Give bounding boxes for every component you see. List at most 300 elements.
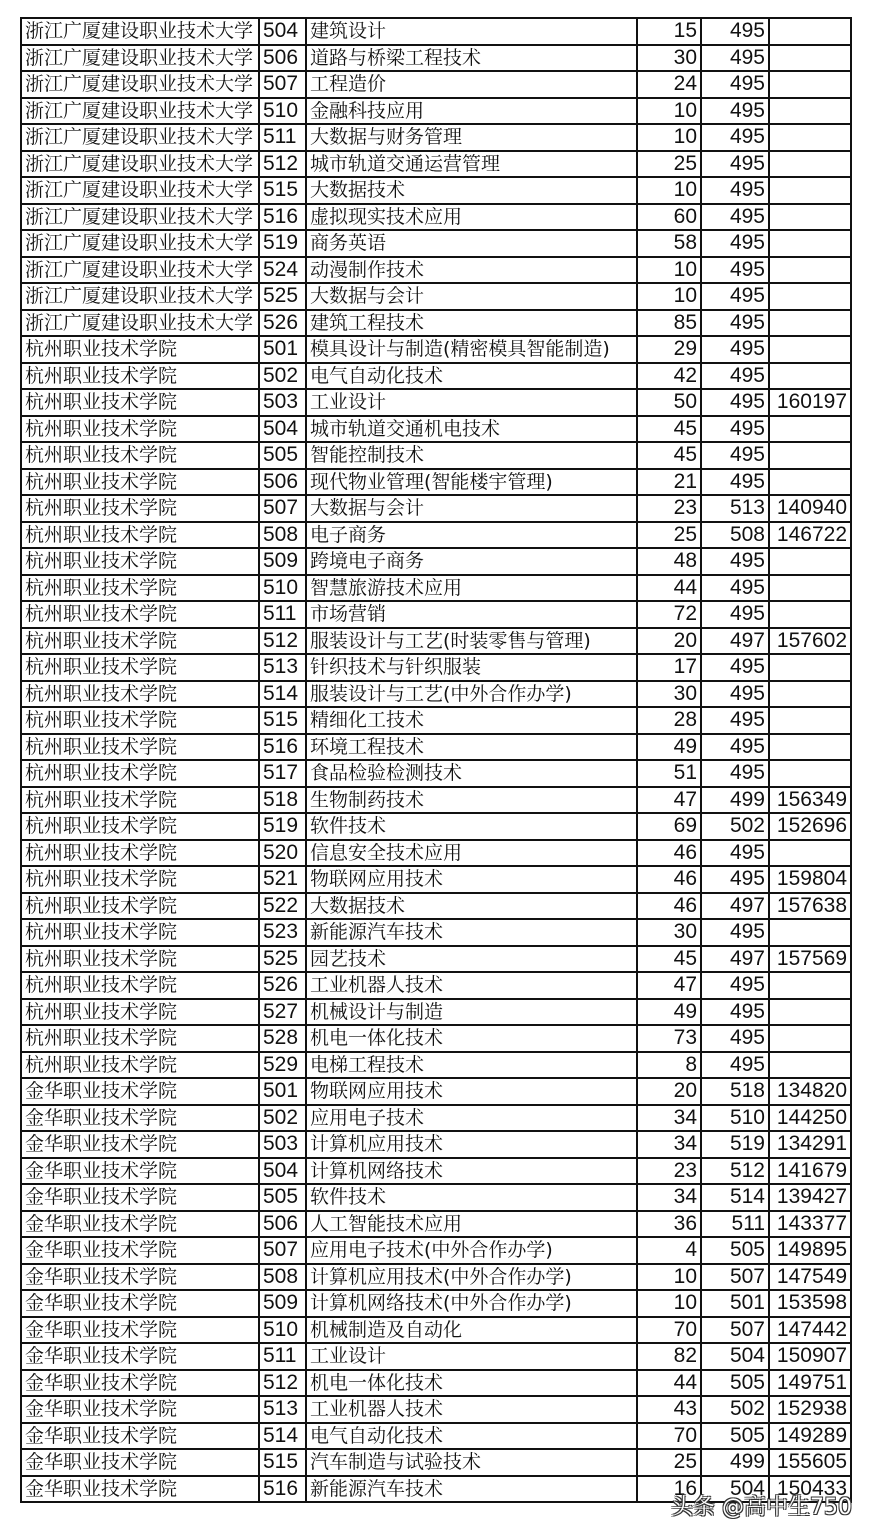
code-cell: 501 bbox=[259, 336, 306, 363]
major-cell: 电气自动化技术 bbox=[306, 363, 637, 390]
table-row bbox=[21, 469, 851, 496]
code-cell: 519 bbox=[259, 813, 306, 840]
table-row bbox=[21, 522, 851, 549]
code-cell: 512 bbox=[259, 628, 306, 655]
score-cell: 495 bbox=[701, 707, 769, 734]
plan-cell: 34 bbox=[637, 1184, 701, 1211]
table-row bbox=[21, 999, 851, 1026]
table-row bbox=[21, 1237, 851, 1264]
table-row bbox=[21, 972, 851, 999]
code-cell: 516 bbox=[259, 1476, 306, 1503]
school-cell: 杭州职业技术学院 bbox=[21, 813, 259, 840]
code-cell: 523 bbox=[259, 919, 306, 946]
major-cell: 计算机应用技术(中外合作办学) bbox=[306, 1264, 637, 1291]
table-row bbox=[21, 389, 851, 416]
code-cell: 503 bbox=[259, 389, 306, 416]
score-cell: 510 bbox=[701, 1105, 769, 1132]
table-row bbox=[21, 866, 851, 893]
table-row bbox=[21, 654, 851, 681]
table-row bbox=[21, 1158, 851, 1185]
plan-cell: 50 bbox=[637, 389, 701, 416]
plan-cell: 21 bbox=[637, 469, 701, 496]
major-cell: 大数据与财务管理 bbox=[306, 124, 637, 151]
table-row bbox=[21, 734, 851, 761]
major-cell: 新能源汽车技术 bbox=[306, 1476, 637, 1503]
school-cell: 金华职业技术学院 bbox=[21, 1131, 259, 1158]
plan-cell: 44 bbox=[637, 1370, 701, 1397]
plan-cell: 10 bbox=[637, 98, 701, 125]
table-row bbox=[21, 893, 851, 920]
rank-cell bbox=[769, 575, 851, 602]
school-cell: 金华职业技术学院 bbox=[21, 1158, 259, 1185]
school-cell: 杭州职业技术学院 bbox=[21, 442, 259, 469]
school-cell: 杭州职业技术学院 bbox=[21, 999, 259, 1026]
plan-cell: 17 bbox=[637, 654, 701, 681]
rank-cell bbox=[769, 760, 851, 787]
major-cell: 电气自动化技术 bbox=[306, 1423, 637, 1450]
school-cell: 金华职业技术学院 bbox=[21, 1449, 259, 1476]
score-cell: 495 bbox=[701, 389, 769, 416]
table-row bbox=[21, 45, 851, 72]
table-row bbox=[21, 442, 851, 469]
plan-cell: 60 bbox=[637, 204, 701, 231]
table-row bbox=[21, 601, 851, 628]
score-cell: 495 bbox=[701, 1052, 769, 1079]
major-cell: 计算机网络技术 bbox=[306, 1158, 637, 1185]
school-cell: 杭州职业技术学院 bbox=[21, 840, 259, 867]
score-cell: 495 bbox=[701, 919, 769, 946]
school-cell: 杭州职业技术学院 bbox=[21, 787, 259, 814]
major-cell: 物联网应用技术 bbox=[306, 866, 637, 893]
table-body bbox=[21, 18, 851, 1502]
major-cell: 机电一体化技术 bbox=[306, 1370, 637, 1397]
major-cell: 机械制造及自动化 bbox=[306, 1317, 637, 1344]
code-cell: 508 bbox=[259, 522, 306, 549]
code-cell: 506 bbox=[259, 45, 306, 72]
table-row bbox=[21, 1052, 851, 1079]
code-cell: 507 bbox=[259, 1237, 306, 1264]
table-row bbox=[21, 363, 851, 390]
major-cell: 模具设计与制造(精密模具智能制造) bbox=[306, 336, 637, 363]
rank-cell: 155605 bbox=[769, 1449, 851, 1476]
major-cell: 软件技术 bbox=[306, 813, 637, 840]
table-row bbox=[21, 919, 851, 946]
code-cell: 515 bbox=[259, 1449, 306, 1476]
major-cell: 虚拟现实技术应用 bbox=[306, 204, 637, 231]
rank-cell: 146722 bbox=[769, 522, 851, 549]
school-cell: 浙江广厦建设职业技术大学 bbox=[21, 71, 259, 98]
school-cell: 浙江广厦建设职业技术大学 bbox=[21, 257, 259, 284]
school-cell: 金华职业技术学院 bbox=[21, 1211, 259, 1238]
table-row bbox=[21, 230, 851, 257]
score-cell: 495 bbox=[701, 760, 769, 787]
code-cell: 516 bbox=[259, 734, 306, 761]
major-cell: 服装设计与工艺(中外合作办学) bbox=[306, 681, 637, 708]
score-cell: 504 bbox=[701, 1343, 769, 1370]
rank-cell bbox=[769, 124, 851, 151]
plan-cell: 24 bbox=[637, 71, 701, 98]
plan-cell: 43 bbox=[637, 1396, 701, 1423]
code-cell: 504 bbox=[259, 1158, 306, 1185]
code-cell: 513 bbox=[259, 1396, 306, 1423]
plan-cell: 58 bbox=[637, 230, 701, 257]
plan-cell: 82 bbox=[637, 1343, 701, 1370]
school-cell: 杭州职业技术学院 bbox=[21, 1052, 259, 1079]
table-row bbox=[21, 1370, 851, 1397]
table-row bbox=[21, 1290, 851, 1317]
plan-cell: 23 bbox=[637, 495, 701, 522]
major-cell: 汽车制造与试验技术 bbox=[306, 1449, 637, 1476]
rank-cell bbox=[769, 681, 851, 708]
code-cell: 502 bbox=[259, 363, 306, 390]
code-cell: 508 bbox=[259, 1264, 306, 1291]
major-cell: 食品检验检测技术 bbox=[306, 760, 637, 787]
major-cell: 道路与桥梁工程技术 bbox=[306, 45, 637, 72]
rank-cell: 147549 bbox=[769, 1264, 851, 1291]
plan-cell: 48 bbox=[637, 548, 701, 575]
major-cell: 跨境电子商务 bbox=[306, 548, 637, 575]
plan-cell: 30 bbox=[637, 681, 701, 708]
major-cell: 信息安全技术应用 bbox=[306, 840, 637, 867]
code-cell: 507 bbox=[259, 495, 306, 522]
code-cell: 526 bbox=[259, 972, 306, 999]
major-cell: 应用电子技术 bbox=[306, 1105, 637, 1132]
table-row bbox=[21, 283, 851, 310]
plan-cell: 30 bbox=[637, 45, 701, 72]
code-cell: 505 bbox=[259, 442, 306, 469]
school-cell: 杭州职业技术学院 bbox=[21, 654, 259, 681]
major-cell: 现代物业管理(智能楼宇管理) bbox=[306, 469, 637, 496]
school-cell: 浙江广厦建设职业技术大学 bbox=[21, 98, 259, 125]
code-cell: 524 bbox=[259, 257, 306, 284]
rank-cell: 149289 bbox=[769, 1423, 851, 1450]
score-cell: 514 bbox=[701, 1184, 769, 1211]
rank-cell: 150433 bbox=[769, 1476, 851, 1503]
code-cell: 510 bbox=[259, 575, 306, 602]
school-cell: 金华职业技术学院 bbox=[21, 1423, 259, 1450]
major-cell: 电子商务 bbox=[306, 522, 637, 549]
major-cell: 建筑设计 bbox=[306, 18, 637, 45]
rank-cell bbox=[769, 98, 851, 125]
score-cell: 495 bbox=[701, 204, 769, 231]
score-cell: 507 bbox=[701, 1317, 769, 1344]
school-cell: 杭州职业技术学院 bbox=[21, 893, 259, 920]
score-cell: 495 bbox=[701, 999, 769, 1026]
major-cell: 环境工程技术 bbox=[306, 734, 637, 761]
plan-cell: 46 bbox=[637, 866, 701, 893]
major-cell: 动漫制作技术 bbox=[306, 257, 637, 284]
score-cell: 495 bbox=[701, 363, 769, 390]
school-cell: 杭州职业技术学院 bbox=[21, 575, 259, 602]
major-cell: 机械设计与制造 bbox=[306, 999, 637, 1026]
rank-cell: 149751 bbox=[769, 1370, 851, 1397]
rank-cell bbox=[769, 336, 851, 363]
rank-cell: 160197 bbox=[769, 389, 851, 416]
table-row bbox=[21, 840, 851, 867]
rank-cell: 134291 bbox=[769, 1131, 851, 1158]
rank-cell: 149895 bbox=[769, 1237, 851, 1264]
code-cell: 525 bbox=[259, 946, 306, 973]
major-cell: 计算机应用技术 bbox=[306, 1131, 637, 1158]
score-cell: 502 bbox=[701, 1396, 769, 1423]
school-cell: 杭州职业技术学院 bbox=[21, 1025, 259, 1052]
score-cell: 507 bbox=[701, 1264, 769, 1291]
code-cell: 503 bbox=[259, 1131, 306, 1158]
plan-cell: 25 bbox=[637, 151, 701, 178]
plan-cell: 10 bbox=[637, 1264, 701, 1291]
major-cell: 大数据与会计 bbox=[306, 283, 637, 310]
table-row bbox=[21, 707, 851, 734]
code-cell: 510 bbox=[259, 1317, 306, 1344]
school-cell: 杭州职业技术学院 bbox=[21, 734, 259, 761]
rank-cell bbox=[769, 469, 851, 496]
rank-cell: 143377 bbox=[769, 1211, 851, 1238]
score-cell: 495 bbox=[701, 230, 769, 257]
score-cell: 519 bbox=[701, 1131, 769, 1158]
score-cell: 495 bbox=[701, 124, 769, 151]
rank-cell bbox=[769, 1052, 851, 1079]
code-cell: 509 bbox=[259, 548, 306, 575]
school-cell: 杭州职业技术学院 bbox=[21, 707, 259, 734]
school-cell: 金华职业技术学院 bbox=[21, 1078, 259, 1105]
rank-cell bbox=[769, 601, 851, 628]
score-cell: 495 bbox=[701, 177, 769, 204]
code-cell: 511 bbox=[259, 124, 306, 151]
table-row bbox=[21, 575, 851, 602]
table-row bbox=[21, 548, 851, 575]
plan-cell: 16 bbox=[637, 1476, 701, 1503]
code-cell: 528 bbox=[259, 1025, 306, 1052]
table-row bbox=[21, 336, 851, 363]
plan-cell: 47 bbox=[637, 787, 701, 814]
table-row bbox=[21, 257, 851, 284]
plan-cell: 10 bbox=[637, 177, 701, 204]
plan-cell: 70 bbox=[637, 1317, 701, 1344]
school-cell: 金华职业技术学院 bbox=[21, 1317, 259, 1344]
plan-cell: 28 bbox=[637, 707, 701, 734]
major-cell: 工业设计 bbox=[306, 1343, 637, 1370]
major-cell: 大数据技术 bbox=[306, 177, 637, 204]
plan-cell: 73 bbox=[637, 1025, 701, 1052]
plan-cell: 25 bbox=[637, 1449, 701, 1476]
school-cell: 浙江广厦建设职业技术大学 bbox=[21, 45, 259, 72]
rank-cell bbox=[769, 999, 851, 1026]
school-cell: 杭州职业技术学院 bbox=[21, 363, 259, 390]
major-cell: 软件技术 bbox=[306, 1184, 637, 1211]
table-row bbox=[21, 1131, 851, 1158]
table-row bbox=[21, 946, 851, 973]
school-cell: 杭州职业技术学院 bbox=[21, 389, 259, 416]
rank-cell: 150907 bbox=[769, 1343, 851, 1370]
school-cell: 杭州职业技术学院 bbox=[21, 416, 259, 443]
code-cell: 511 bbox=[259, 1343, 306, 1370]
score-cell: 497 bbox=[701, 946, 769, 973]
rank-cell: 152696 bbox=[769, 813, 851, 840]
rank-cell bbox=[769, 972, 851, 999]
score-cell: 495 bbox=[701, 18, 769, 45]
score-cell: 495 bbox=[701, 45, 769, 72]
major-cell: 新能源汽车技术 bbox=[306, 919, 637, 946]
code-cell: 526 bbox=[259, 310, 306, 337]
table-row bbox=[21, 204, 851, 231]
major-cell: 电梯工程技术 bbox=[306, 1052, 637, 1079]
major-cell: 大数据与会计 bbox=[306, 495, 637, 522]
major-cell: 生物制药技术 bbox=[306, 787, 637, 814]
score-cell: 495 bbox=[701, 548, 769, 575]
rank-cell bbox=[769, 71, 851, 98]
major-cell: 市场营销 bbox=[306, 601, 637, 628]
code-cell: 519 bbox=[259, 230, 306, 257]
score-cell: 495 bbox=[701, 336, 769, 363]
major-cell: 计算机网络技术(中外合作办学) bbox=[306, 1290, 637, 1317]
school-cell: 浙江广厦建设职业技术大学 bbox=[21, 283, 259, 310]
plan-cell: 20 bbox=[637, 1078, 701, 1105]
rank-cell bbox=[769, 310, 851, 337]
school-cell: 浙江广厦建设职业技术大学 bbox=[21, 204, 259, 231]
major-cell: 工业机器人技术 bbox=[306, 972, 637, 999]
table-row bbox=[21, 416, 851, 443]
rank-cell: 156349 bbox=[769, 787, 851, 814]
rank-cell bbox=[769, 548, 851, 575]
score-cell: 495 bbox=[701, 283, 769, 310]
table-row bbox=[21, 787, 851, 814]
plan-cell: 10 bbox=[637, 1290, 701, 1317]
school-cell: 浙江广厦建设职业技术大学 bbox=[21, 124, 259, 151]
rank-cell: 134820 bbox=[769, 1078, 851, 1105]
plan-cell: 46 bbox=[637, 840, 701, 867]
school-cell: 杭州职业技术学院 bbox=[21, 469, 259, 496]
school-cell: 杭州职业技术学院 bbox=[21, 548, 259, 575]
score-cell: 505 bbox=[701, 1237, 769, 1264]
school-cell: 杭州职业技术学院 bbox=[21, 522, 259, 549]
school-cell: 金华职业技术学院 bbox=[21, 1264, 259, 1291]
major-cell: 智慧旅游技术应用 bbox=[306, 575, 637, 602]
score-cell: 504 bbox=[701, 1476, 769, 1503]
major-cell: 城市轨道交通运营管理 bbox=[306, 151, 637, 178]
plan-cell: 20 bbox=[637, 628, 701, 655]
table-row bbox=[21, 628, 851, 655]
plan-cell: 29 bbox=[637, 336, 701, 363]
score-cell: 495 bbox=[701, 601, 769, 628]
score-cell: 495 bbox=[701, 416, 769, 443]
plan-cell: 30 bbox=[637, 919, 701, 946]
code-cell: 506 bbox=[259, 1211, 306, 1238]
plan-cell: 36 bbox=[637, 1211, 701, 1238]
major-cell: 工业设计 bbox=[306, 389, 637, 416]
plan-cell: 45 bbox=[637, 442, 701, 469]
table-row bbox=[21, 1423, 851, 1450]
score-cell: 495 bbox=[701, 575, 769, 602]
major-cell: 智能控制技术 bbox=[306, 442, 637, 469]
school-cell: 金华职业技术学院 bbox=[21, 1370, 259, 1397]
table-row bbox=[21, 760, 851, 787]
table-row bbox=[21, 1025, 851, 1052]
table-row bbox=[21, 151, 851, 178]
rank-cell: 157638 bbox=[769, 893, 851, 920]
school-cell: 金华职业技术学院 bbox=[21, 1343, 259, 1370]
school-cell: 杭州职业技术学院 bbox=[21, 336, 259, 363]
plan-cell: 4 bbox=[637, 1237, 701, 1264]
plan-cell: 47 bbox=[637, 972, 701, 999]
plan-cell: 69 bbox=[637, 813, 701, 840]
major-cell: 园艺技术 bbox=[306, 946, 637, 973]
rank-cell: 144250 bbox=[769, 1105, 851, 1132]
score-cell: 501 bbox=[701, 1290, 769, 1317]
major-cell: 金融科技应用 bbox=[306, 98, 637, 125]
rank-cell bbox=[769, 230, 851, 257]
score-cell: 502 bbox=[701, 813, 769, 840]
rank-cell bbox=[769, 734, 851, 761]
code-cell: 504 bbox=[259, 18, 306, 45]
score-cell: 495 bbox=[701, 866, 769, 893]
school-cell: 浙江广厦建设职业技术大学 bbox=[21, 310, 259, 337]
table-row bbox=[21, 1211, 851, 1238]
rank-cell: 152938 bbox=[769, 1396, 851, 1423]
school-cell: 金华职业技术学院 bbox=[21, 1237, 259, 1264]
score-cell: 508 bbox=[701, 522, 769, 549]
score-cell: 495 bbox=[701, 257, 769, 284]
score-cell: 495 bbox=[701, 469, 769, 496]
code-cell: 509 bbox=[259, 1290, 306, 1317]
score-cell: 495 bbox=[701, 1025, 769, 1052]
code-cell: 515 bbox=[259, 707, 306, 734]
school-cell: 杭州职业技术学院 bbox=[21, 601, 259, 628]
score-cell: 497 bbox=[701, 893, 769, 920]
school-cell: 金华职业技术学院 bbox=[21, 1290, 259, 1317]
plan-cell: 85 bbox=[637, 310, 701, 337]
plan-cell: 45 bbox=[637, 416, 701, 443]
score-cell: 495 bbox=[701, 310, 769, 337]
major-cell: 应用电子技术(中外合作办学) bbox=[306, 1237, 637, 1264]
major-cell: 机电一体化技术 bbox=[306, 1025, 637, 1052]
plan-cell: 10 bbox=[637, 283, 701, 310]
rank-cell bbox=[769, 257, 851, 284]
plan-cell: 25 bbox=[637, 522, 701, 549]
code-cell: 521 bbox=[259, 866, 306, 893]
rank-cell bbox=[769, 204, 851, 231]
rank-cell: 159804 bbox=[769, 866, 851, 893]
rank-cell bbox=[769, 18, 851, 45]
plan-cell: 10 bbox=[637, 124, 701, 151]
major-cell: 服装设计与工艺(时装零售与管理) bbox=[306, 628, 637, 655]
score-cell: 512 bbox=[701, 1158, 769, 1185]
plan-cell: 23 bbox=[637, 1158, 701, 1185]
table-row bbox=[21, 1264, 851, 1291]
school-cell: 浙江广厦建设职业技术大学 bbox=[21, 151, 259, 178]
table-row bbox=[21, 681, 851, 708]
school-cell: 杭州职业技术学院 bbox=[21, 972, 259, 999]
major-cell: 工业机器人技术 bbox=[306, 1396, 637, 1423]
code-cell: 507 bbox=[259, 71, 306, 98]
score-cell: 505 bbox=[701, 1370, 769, 1397]
rank-cell bbox=[769, 363, 851, 390]
watermark: 头条 @高中生750 bbox=[671, 1495, 852, 1520]
school-cell: 金华职业技术学院 bbox=[21, 1396, 259, 1423]
school-cell: 杭州职业技术学院 bbox=[21, 681, 259, 708]
school-cell: 杭州职业技术学院 bbox=[21, 628, 259, 655]
code-cell: 529 bbox=[259, 1052, 306, 1079]
score-cell: 495 bbox=[701, 442, 769, 469]
major-cell: 针织技术与针织服装 bbox=[306, 654, 637, 681]
rank-cell bbox=[769, 707, 851, 734]
table-row bbox=[21, 1317, 851, 1344]
rank-cell bbox=[769, 654, 851, 681]
code-cell: 513 bbox=[259, 654, 306, 681]
table-row bbox=[21, 495, 851, 522]
rank-cell bbox=[769, 45, 851, 72]
code-cell: 522 bbox=[259, 893, 306, 920]
table-row bbox=[21, 1396, 851, 1423]
